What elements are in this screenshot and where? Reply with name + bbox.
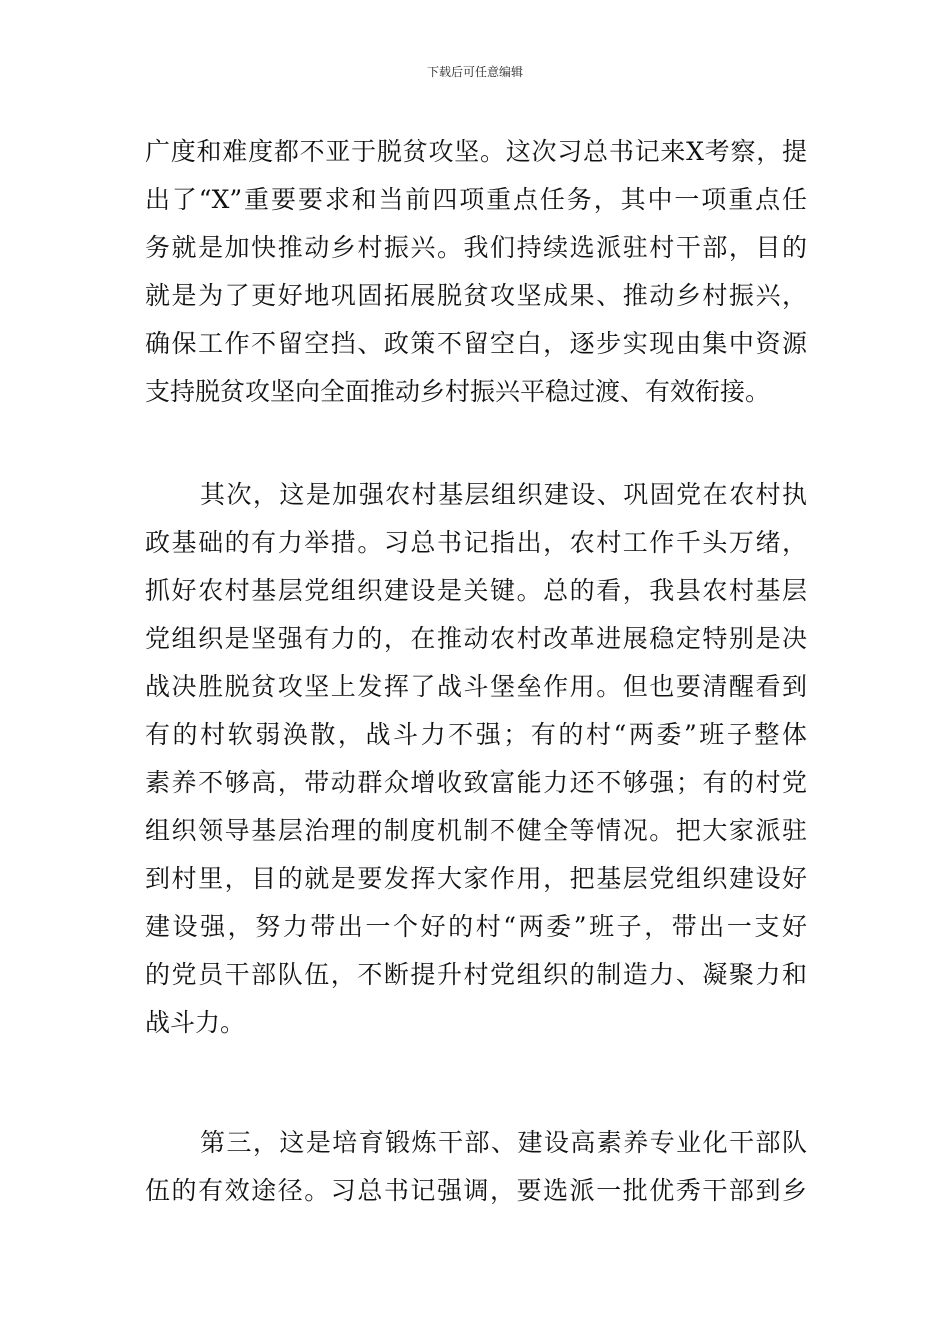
text-line: 政基础的有力举措。习总书记指出，农村工作千头万绪， xyxy=(145,528,807,557)
text-line: 就是为了更好地巩固拓展脱贫攻坚成果、推动乡村振兴， xyxy=(145,281,807,310)
text-line: 建设强，努力带出一个好的村“两委”班子，带出一支好 xyxy=(145,912,807,941)
text-line: 务就是加快推动乡村振兴。我们持续选派驻村干部，目的 xyxy=(145,233,807,262)
text-line: 素养不够高，带动群众增收致富能力还不够强；有的村党 xyxy=(145,768,807,797)
text-line: 其次，这是加强农村基层组织建设、巩固党在农村执 xyxy=(200,480,807,509)
text-line: 战决胜脱贫攻坚上发挥了战斗堡垒作用。但也要清醒看到 xyxy=(145,672,807,701)
page-header-note: 下载后可任意编辑 xyxy=(426,65,523,79)
text-line: 的党员干部队伍，不断提升村党组织的制造力、凝聚力和 xyxy=(145,960,807,989)
text-line: 支持脱贫攻坚向全面推动乡村振兴平稳过渡、有效衔接。 xyxy=(145,377,771,406)
text-line: 到村里，目的就是要发挥大家作用，把基层党组织建设好 xyxy=(145,864,807,893)
text-line: 确保工作不留空挡、政策不留空白，逐步实现由集中资源 xyxy=(145,329,807,358)
text-line: 抓好农村基层党组织建设是关键。总的看，我县农村基层 xyxy=(145,576,807,605)
text-line: 广度和难度都不亚于脱贫攻坚。这次习总书记来X考察，提 xyxy=(145,137,807,166)
text-line: 战斗力。 xyxy=(145,1008,246,1037)
text-line: 党组织是坚强有力的，在推动农村改革进展稳定特别是决 xyxy=(145,624,807,653)
text-line: 组织领导基层治理的制度机制不健全等情况。把大家派驻 xyxy=(145,816,807,845)
text-line: 有的村软弱涣散，战斗力不强；有的村“两委”班子整体 xyxy=(145,720,807,749)
text-line: 伍的有效途径。习总书记强调，要选派一批优秀干部到乡 xyxy=(145,1176,807,1205)
text-line: 第三，这是培育锻炼干部、建设高素养专业化干部队 xyxy=(200,1128,807,1157)
text-line: 出了“X”重要要求和当前四项重点任务，其中一项重点任 xyxy=(145,185,807,214)
